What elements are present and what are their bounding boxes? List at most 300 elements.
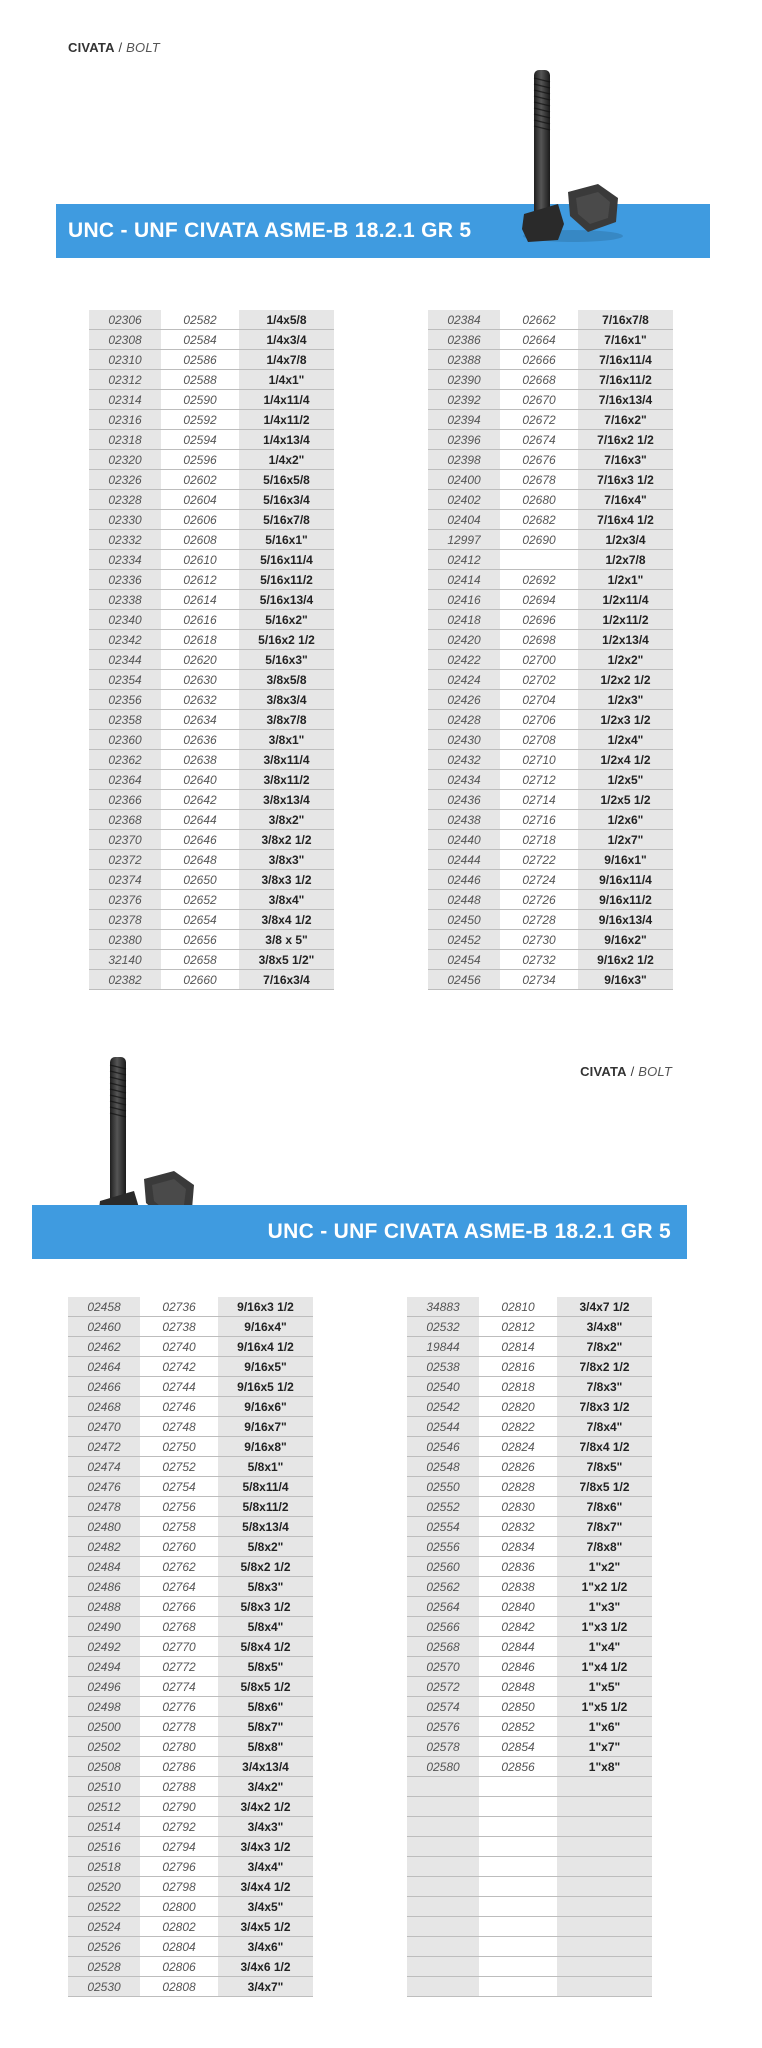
alt-catalog-number: 02712 — [500, 770, 578, 790]
catalog-number: 02342 — [89, 630, 161, 650]
banner-title: UNC - UNF CIVATA ASME-B 18.2.1 GR 5 — [68, 219, 472, 242]
catalog-number: 02382 — [89, 970, 161, 990]
alt-catalog-number: 02644 — [161, 810, 239, 830]
table-row — [68, 1497, 313, 1517]
catalog-number: 02394 — [428, 410, 500, 430]
alt-catalog-number — [479, 1937, 557, 1957]
alt-catalog-number: 02584 — [161, 330, 239, 350]
catalog-number: 02502 — [68, 1737, 140, 1757]
alt-catalog-number: 02632 — [161, 690, 239, 710]
bolt-size — [557, 1857, 652, 1877]
bolt-size: 3/4x3" — [218, 1817, 313, 1837]
alt-catalog-number: 02674 — [500, 430, 578, 450]
catalog-number: 02358 — [89, 710, 161, 730]
bolt-size: 9/16x2 1/2 — [578, 950, 673, 970]
table-row — [428, 850, 673, 870]
table-row — [89, 350, 334, 370]
alt-catalog-number: 02678 — [500, 470, 578, 490]
catalog-number: 02490 — [68, 1617, 140, 1637]
bolt-size: 3/8x5 1/2" — [239, 950, 334, 970]
table-row — [428, 690, 673, 710]
alt-catalog-number: 02662 — [500, 310, 578, 330]
alt-catalog-number: 02704 — [500, 690, 578, 710]
catalog-number: 02448 — [428, 890, 500, 910]
bolt-size: 3/8 x 5" — [239, 930, 334, 950]
bolt-size: 1"x5" — [557, 1677, 652, 1697]
bolt-size — [557, 1797, 652, 1817]
table-row — [89, 310, 334, 330]
alt-catalog-number: 02714 — [500, 790, 578, 810]
bolt-size: 3/8x5/8 — [239, 670, 334, 690]
bolt-size: 7/16x2 1/2 — [578, 430, 673, 450]
table-row — [428, 590, 673, 610]
table-row — [68, 1637, 313, 1657]
bolt-size: 1/4x2" — [239, 450, 334, 470]
bolt-size: 5/16x2" — [239, 610, 334, 630]
table-row — [89, 850, 334, 870]
alt-catalog-number: 02590 — [161, 390, 239, 410]
catalog-number: 02462 — [68, 1337, 140, 1357]
table-row — [89, 390, 334, 410]
catalog-number: 02430 — [428, 730, 500, 750]
table-row — [407, 1537, 652, 1557]
alt-catalog-number: 02742 — [140, 1357, 218, 1377]
table-row — [428, 430, 673, 450]
bolt-size: 7/16x11/4 — [578, 350, 673, 370]
bolt-size: 7/8x8" — [557, 1537, 652, 1557]
alt-catalog-number: 02856 — [479, 1757, 557, 1777]
bolt-size: 5/8x4 1/2 — [218, 1637, 313, 1657]
alt-catalog-number: 02814 — [479, 1337, 557, 1357]
table-row — [428, 610, 673, 630]
catalog-number: 02336 — [89, 570, 161, 590]
catalog-number: 02530 — [68, 1977, 140, 1997]
alt-catalog-number: 02608 — [161, 530, 239, 550]
table-row — [89, 510, 334, 530]
bolt-size — [557, 1937, 652, 1957]
table-row — [428, 950, 673, 970]
table-row — [428, 330, 673, 350]
breadcrumb-subcategory: BOLT — [638, 1064, 672, 1079]
alt-catalog-number: 02766 — [140, 1597, 218, 1617]
breadcrumb — [580, 1064, 672, 1079]
catalog-number: 02318 — [89, 430, 161, 450]
table-row — [428, 870, 673, 890]
alt-catalog-number: 02834 — [479, 1537, 557, 1557]
catalog-number: 02570 — [407, 1657, 479, 1677]
bolt-size: 9/16x3" — [578, 970, 673, 990]
catalog-page-2 — [0, 1024, 762, 2048]
table-row — [89, 410, 334, 430]
table-row — [428, 830, 673, 850]
catalog-number: 02370 — [89, 830, 161, 850]
catalog-number: 02356 — [89, 690, 161, 710]
alt-catalog-number: 02642 — [161, 790, 239, 810]
bolt-size: 3/8x2 1/2 — [239, 830, 334, 850]
alt-catalog-number: 02836 — [479, 1557, 557, 1577]
bolt-size: 7/16x2" — [578, 410, 673, 430]
alt-catalog-number: 02682 — [500, 510, 578, 530]
alt-catalog-number: 02810 — [479, 1297, 557, 1317]
table-row — [407, 1577, 652, 1597]
bolt-size: 7/8x2 1/2 — [557, 1357, 652, 1377]
catalog-number: 02428 — [428, 710, 500, 730]
alt-catalog-number: 02798 — [140, 1877, 218, 1897]
alt-catalog-number: 02726 — [500, 890, 578, 910]
catalog-number: 02476 — [68, 1477, 140, 1497]
alt-catalog-number: 02822 — [479, 1417, 557, 1437]
bolt-size: 3/8x3/4 — [239, 690, 334, 710]
table-row — [68, 1677, 313, 1697]
catalog-number: 34883 — [407, 1297, 479, 1317]
catalog-number — [407, 1897, 479, 1917]
table-row — [68, 1757, 313, 1777]
catalog-number: 02474 — [68, 1457, 140, 1477]
table-row — [89, 330, 334, 350]
table-row — [68, 1777, 313, 1797]
table-row — [407, 1677, 652, 1697]
catalog-number: 02390 — [428, 370, 500, 390]
table-row — [68, 1297, 313, 1317]
bolt-size: 5/8x3" — [218, 1577, 313, 1597]
catalog-number: 02418 — [428, 610, 500, 630]
table-row — [407, 1377, 652, 1397]
catalog-number — [407, 1937, 479, 1957]
bolt-size: 5/8x8" — [218, 1737, 313, 1757]
table-row — [407, 1837, 652, 1857]
catalog-number: 02344 — [89, 650, 161, 670]
catalog-number: 02312 — [89, 370, 161, 390]
bolt-product-image — [518, 64, 628, 244]
breadcrumb — [68, 40, 160, 55]
table-row — [89, 610, 334, 630]
table-row — [407, 1757, 652, 1777]
bolt-size: 1/2x11/4 — [578, 590, 673, 610]
bolt-table-body — [89, 310, 334, 990]
bolt-size: 5/8x3 1/2 — [218, 1597, 313, 1617]
bolt-size: 1"x8" — [557, 1757, 652, 1777]
alt-catalog-number: 02768 — [140, 1617, 218, 1637]
table-row — [407, 1617, 652, 1637]
table-row — [68, 1797, 313, 1817]
catalog-number: 02444 — [428, 850, 500, 870]
alt-catalog-number: 02820 — [479, 1397, 557, 1417]
bolt-size: 3/8x1" — [239, 730, 334, 750]
alt-catalog-number: 02612 — [161, 570, 239, 590]
table-row — [89, 430, 334, 450]
bolt-size: 9/16x5 1/2 — [218, 1377, 313, 1397]
table-row — [428, 630, 673, 650]
bolt-size — [557, 1917, 652, 1937]
table-row — [407, 1777, 652, 1797]
bolt-size: 1/2x3/4 — [578, 530, 673, 550]
table-row — [407, 1717, 652, 1737]
catalog-number: 02508 — [68, 1757, 140, 1777]
table-row — [89, 590, 334, 610]
alt-catalog-number: 02736 — [140, 1297, 218, 1317]
alt-catalog-number: 02646 — [161, 830, 239, 850]
table-row — [89, 530, 334, 550]
catalog-number: 02398 — [428, 450, 500, 470]
table-row — [428, 350, 673, 370]
alt-catalog-number: 02792 — [140, 1817, 218, 1837]
bolt-size: 1/4x3/4 — [239, 330, 334, 350]
catalog-number: 02432 — [428, 750, 500, 770]
catalog-number — [407, 1777, 479, 1797]
table-row — [407, 1597, 652, 1617]
bolt-size: 1/4x13/4 — [239, 430, 334, 450]
bolt-size: 3/8x2" — [239, 810, 334, 830]
catalog-number — [407, 1817, 479, 1837]
catalog-number: 02456 — [428, 970, 500, 990]
bolt-size: 9/16x7" — [218, 1417, 313, 1437]
bolt-size: 3/4x6" — [218, 1937, 313, 1957]
bolt-size: 1/2x13/4 — [578, 630, 673, 650]
bolt-size: 7/16x3" — [578, 450, 673, 470]
alt-catalog-number: 02660 — [161, 970, 239, 990]
alt-catalog-number: 02588 — [161, 370, 239, 390]
catalog-number: 02416 — [428, 590, 500, 610]
catalog-number: 02364 — [89, 770, 161, 790]
table-row — [407, 1297, 652, 1317]
catalog-number: 02524 — [68, 1917, 140, 1937]
table-row — [68, 1857, 313, 1877]
alt-catalog-number: 02594 — [161, 430, 239, 450]
catalog-number: 02580 — [407, 1757, 479, 1777]
table-row — [428, 410, 673, 430]
alt-catalog-number: 02670 — [500, 390, 578, 410]
alt-catalog-number: 02828 — [479, 1477, 557, 1497]
bolt-table-right — [428, 310, 673, 990]
bolt-size: 1/4x11/4 — [239, 390, 334, 410]
alt-catalog-number: 02680 — [500, 490, 578, 510]
table-row — [428, 450, 673, 470]
bolt-size: 1/2x5 1/2 — [578, 790, 673, 810]
catalog-number: 02540 — [407, 1377, 479, 1397]
table-row — [407, 1657, 652, 1677]
catalog-number: 02320 — [89, 450, 161, 470]
bolt-size: 1/2x4" — [578, 730, 673, 750]
alt-catalog-number: 02786 — [140, 1757, 218, 1777]
catalog-number: 02484 — [68, 1557, 140, 1577]
alt-catalog-number: 02806 — [140, 1957, 218, 1977]
alt-catalog-number: 02656 — [161, 930, 239, 950]
bolt-size: 1/2x7" — [578, 830, 673, 850]
bolt-size: 7/16x3/4 — [239, 970, 334, 990]
alt-catalog-number — [500, 550, 578, 570]
bolt-size: 5/16x1" — [239, 530, 334, 550]
catalog-number: 02516 — [68, 1837, 140, 1857]
catalog-number: 02460 — [68, 1317, 140, 1337]
table-row — [68, 1577, 313, 1597]
alt-catalog-number: 02842 — [479, 1617, 557, 1637]
table-row — [89, 750, 334, 770]
bolt-size — [557, 1817, 652, 1837]
catalog-number: 02310 — [89, 350, 161, 370]
table-row — [68, 1917, 313, 1937]
catalog-number: 02326 — [89, 470, 161, 490]
catalog-number: 02354 — [89, 670, 161, 690]
bolt-size: 7/8x3" — [557, 1377, 652, 1397]
alt-catalog-number: 02854 — [479, 1737, 557, 1757]
table-row — [407, 1957, 652, 1977]
catalog-number: 02378 — [89, 910, 161, 930]
table-row — [407, 1917, 652, 1937]
alt-catalog-number: 02664 — [500, 330, 578, 350]
bolt-size: 7/16x11/2 — [578, 370, 673, 390]
bolt-size: 5/8x13/4 — [218, 1517, 313, 1537]
alt-catalog-number: 02692 — [500, 570, 578, 590]
bolt-size: 3/4x2 1/2 — [218, 1797, 313, 1817]
bolt-size: 9/16x13/4 — [578, 910, 673, 930]
table-row — [428, 510, 673, 530]
bolt-size: 3/8x11/2 — [239, 770, 334, 790]
catalog-number: 02538 — [407, 1357, 479, 1377]
table-row — [407, 1937, 652, 1957]
table-row — [68, 1617, 313, 1637]
catalog-number: 02494 — [68, 1657, 140, 1677]
bolt-size: 9/16x5" — [218, 1357, 313, 1377]
breadcrumb-category: CIVATA — [580, 1064, 627, 1079]
alt-catalog-number: 02754 — [140, 1477, 218, 1497]
table-row — [89, 650, 334, 670]
catalog-number: 02522 — [68, 1897, 140, 1917]
bolt-size: 1"x3" — [557, 1597, 652, 1617]
bolt-size: 1/4x5/8 — [239, 310, 334, 330]
catalog-number: 02546 — [407, 1437, 479, 1457]
catalog-number — [407, 1797, 479, 1817]
bolt-size: 9/16x4 1/2 — [218, 1337, 313, 1357]
bolt-size: 5/8x2 1/2 — [218, 1557, 313, 1577]
catalog-number: 02446 — [428, 870, 500, 890]
catalog-number: 19844 — [407, 1337, 479, 1357]
table-row — [68, 1557, 313, 1577]
bolt-size: 9/16x11/4 — [578, 870, 673, 890]
alt-catalog-number: 02746 — [140, 1397, 218, 1417]
alt-catalog-number — [479, 1777, 557, 1797]
bolt-size: 1/2x4 1/2 — [578, 750, 673, 770]
alt-catalog-number — [479, 1857, 557, 1877]
table-row — [407, 1357, 652, 1377]
alt-catalog-number: 02750 — [140, 1437, 218, 1457]
alt-catalog-number — [479, 1797, 557, 1817]
alt-catalog-number: 02832 — [479, 1517, 557, 1537]
table-row — [407, 1697, 652, 1717]
bolt-size: 5/16x11/4 — [239, 550, 334, 570]
catalog-number: 02426 — [428, 690, 500, 710]
table-row — [89, 690, 334, 710]
catalog-number: 02308 — [89, 330, 161, 350]
catalog-number: 02550 — [407, 1477, 479, 1497]
catalog-number: 02478 — [68, 1497, 140, 1517]
alt-catalog-number: 02700 — [500, 650, 578, 670]
catalog-number: 02578 — [407, 1737, 479, 1757]
bolt-size: 9/16x3 1/2 — [218, 1297, 313, 1317]
catalog-number: 02440 — [428, 830, 500, 850]
catalog-number: 02520 — [68, 1877, 140, 1897]
bolt-size: 7/8x7" — [557, 1517, 652, 1537]
alt-catalog-number: 02630 — [161, 670, 239, 690]
alt-catalog-number: 02732 — [500, 950, 578, 970]
catalog-number: 02468 — [68, 1397, 140, 1417]
alt-catalog-number: 02586 — [161, 350, 239, 370]
catalog-number: 02396 — [428, 430, 500, 450]
alt-catalog-number: 02840 — [479, 1597, 557, 1617]
table-row — [428, 730, 673, 750]
catalog-number: 02386 — [428, 330, 500, 350]
table-row — [428, 810, 673, 830]
bolt-size: 1/4x11/2 — [239, 410, 334, 430]
alt-catalog-number: 02762 — [140, 1557, 218, 1577]
bolt-table-left — [89, 310, 334, 990]
alt-catalog-number: 02850 — [479, 1697, 557, 1717]
table-row — [68, 1697, 313, 1717]
catalog-number: 02340 — [89, 610, 161, 630]
bolt-size: 7/8x6" — [557, 1497, 652, 1517]
alt-catalog-number: 02830 — [479, 1497, 557, 1517]
catalog-number: 02436 — [428, 790, 500, 810]
catalog-number — [407, 1957, 479, 1977]
catalog-number: 02542 — [407, 1397, 479, 1417]
bolt-size: 5/8x11/2 — [218, 1497, 313, 1517]
catalog-number: 02438 — [428, 810, 500, 830]
bolt-size: 1"x7" — [557, 1737, 652, 1757]
alt-catalog-number: 02812 — [479, 1317, 557, 1337]
bolt-size: 3/8x4" — [239, 890, 334, 910]
alt-catalog-number: 02618 — [161, 630, 239, 650]
table-row — [428, 750, 673, 770]
catalog-number: 02412 — [428, 550, 500, 570]
catalog-number: 32140 — [89, 950, 161, 970]
alt-catalog-number: 02734 — [500, 970, 578, 990]
table-row — [428, 930, 673, 950]
catalog-number: 02496 — [68, 1677, 140, 1697]
table-row — [428, 570, 673, 590]
bolt-size: 7/16x13/4 — [578, 390, 673, 410]
catalog-number: 02568 — [407, 1637, 479, 1657]
table-row — [407, 1457, 652, 1477]
table-row — [428, 890, 673, 910]
table-row — [428, 790, 673, 810]
bolt-table-body — [428, 310, 673, 990]
catalog-number — [407, 1857, 479, 1877]
table-row — [428, 770, 673, 790]
bolt-size: 9/16x1" — [578, 850, 673, 870]
catalog-number: 02566 — [407, 1617, 479, 1637]
table-row — [89, 550, 334, 570]
alt-catalog-number: 02776 — [140, 1697, 218, 1717]
bolt-size: 5/8x6" — [218, 1697, 313, 1717]
catalog-number: 02514 — [68, 1817, 140, 1837]
alt-catalog-number: 02702 — [500, 670, 578, 690]
bolt-size: 5/8x1" — [218, 1457, 313, 1477]
bolt-product-image — [94, 1051, 204, 1231]
catalog-number: 02388 — [428, 350, 500, 370]
catalog-number: 02420 — [428, 630, 500, 650]
table-row — [89, 470, 334, 490]
banner-title: UNC - UNF CIVATA ASME-B 18.2.1 GR 5 — [267, 1220, 671, 1243]
bolt-size: 7/8x5" — [557, 1457, 652, 1477]
table-row — [68, 1737, 313, 1757]
bolt-size: 9/16x11/2 — [578, 890, 673, 910]
alt-catalog-number: 02620 — [161, 650, 239, 670]
bolt-size — [557, 1777, 652, 1797]
alt-catalog-number — [479, 1917, 557, 1937]
bolt-size: 7/16x4" — [578, 490, 673, 510]
bolt-size: 3/8x13/4 — [239, 790, 334, 810]
bolt-size: 7/8x3 1/2 — [557, 1397, 652, 1417]
catalog-number: 02372 — [89, 850, 161, 870]
